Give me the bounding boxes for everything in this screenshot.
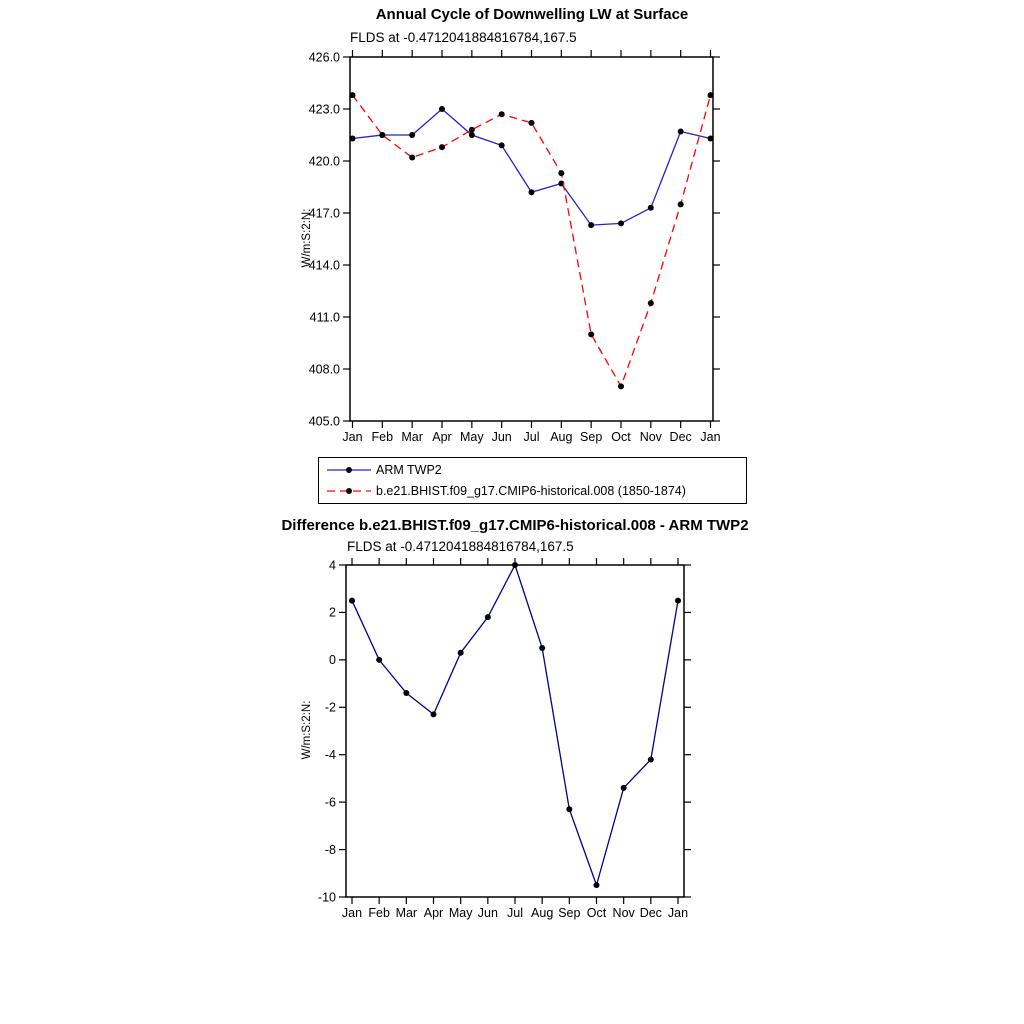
svg-text:May: May (448, 906, 473, 920)
svg-text:-6: -6 (324, 795, 336, 810)
svg-text:Mar: Mar (401, 430, 423, 444)
legend-line-solid-icon (325, 463, 373, 477)
svg-text:Feb: Feb (368, 906, 390, 920)
svg-text:Aug: Aug (531, 906, 554, 920)
svg-text:426.0: 426.0 (308, 50, 340, 65)
chart2-subtitle: FLDS at -0.4712041884816784,167.5 (347, 539, 574, 554)
svg-text:Sep: Sep (558, 906, 581, 920)
svg-text:408.0: 408.0 (308, 362, 340, 377)
svg-text:411.0: 411.0 (309, 310, 340, 325)
legend-item-model (325, 481, 742, 502)
svg-text:405.0: 405.0 (308, 414, 340, 429)
svg-text:2: 2 (329, 605, 336, 620)
chart1-y-axis-label: W/m:S:2:N: (301, 208, 313, 268)
svg-text:0: 0 (329, 653, 336, 668)
chart1-title: Annual Cycle of Downwelling LW at Surface (375, 6, 689, 23)
legend-label-arm-twp2: ARM TWP2 (376, 463, 442, 478)
svg-text:Feb: Feb (371, 430, 394, 444)
svg-text:Nov: Nov (639, 430, 662, 444)
svg-text:417.0: 417.0 (308, 206, 340, 221)
legend-item-arm-twp2 (325, 460, 742, 481)
legend-box (318, 457, 747, 504)
svg-text:Jun: Jun (491, 430, 512, 444)
svg-text:May: May (460, 430, 484, 444)
svg-text:Sep: Sep (580, 430, 603, 444)
chart1-subtitle: FLDS at -0.4712041884816784,167.5 (350, 30, 577, 45)
svg-text:Dec: Dec (639, 906, 662, 920)
svg-text:Jun: Jun (477, 906, 498, 920)
svg-text:Jan: Jan (341, 906, 363, 920)
svg-text:Jan: Jan (667, 906, 689, 920)
svg-text:Jul: Jul (507, 906, 523, 920)
svg-text:-10: -10 (317, 890, 336, 905)
svg-text:Jan: Jan (342, 430, 363, 444)
svg-text:Apr: Apr (423, 906, 444, 920)
legend-label-model: b.e21.BHIST.f09_g17.CMIP6-historical.008 (1850-1874) (376, 483, 686, 498)
svg-text:414.0: 414.0 (308, 258, 340, 273)
svg-text:-8: -8 (324, 842, 336, 857)
svg-text:Oct: Oct (611, 430, 631, 444)
svg-text:Apr: Apr (432, 430, 452, 444)
svg-text:4: 4 (329, 558, 336, 573)
svg-text:-4: -4 (324, 748, 336, 763)
svg-text:Nov: Nov (612, 906, 635, 920)
legend-line-dashed-icon (325, 484, 373, 498)
svg-text:420.0: 420.0 (308, 154, 340, 169)
svg-text:Mar: Mar (395, 906, 418, 920)
svg-text:Dec: Dec (669, 430, 692, 444)
svg-text:423.0: 423.0 (308, 102, 340, 117)
chart2-y-axis-label: W/m:S:2:N: (301, 700, 313, 760)
svg-text:Oct: Oct (586, 906, 607, 920)
svg-text:-2: -2 (324, 700, 336, 715)
svg-text:Aug: Aug (550, 430, 573, 444)
chart2-title: Difference b.e21.BHIST.f09_g17.CMIP6-historical.008 - ARM TWP2 (281, 517, 749, 534)
svg-text:Jul: Jul (523, 430, 540, 444)
svg-text:Jan: Jan (700, 430, 721, 444)
